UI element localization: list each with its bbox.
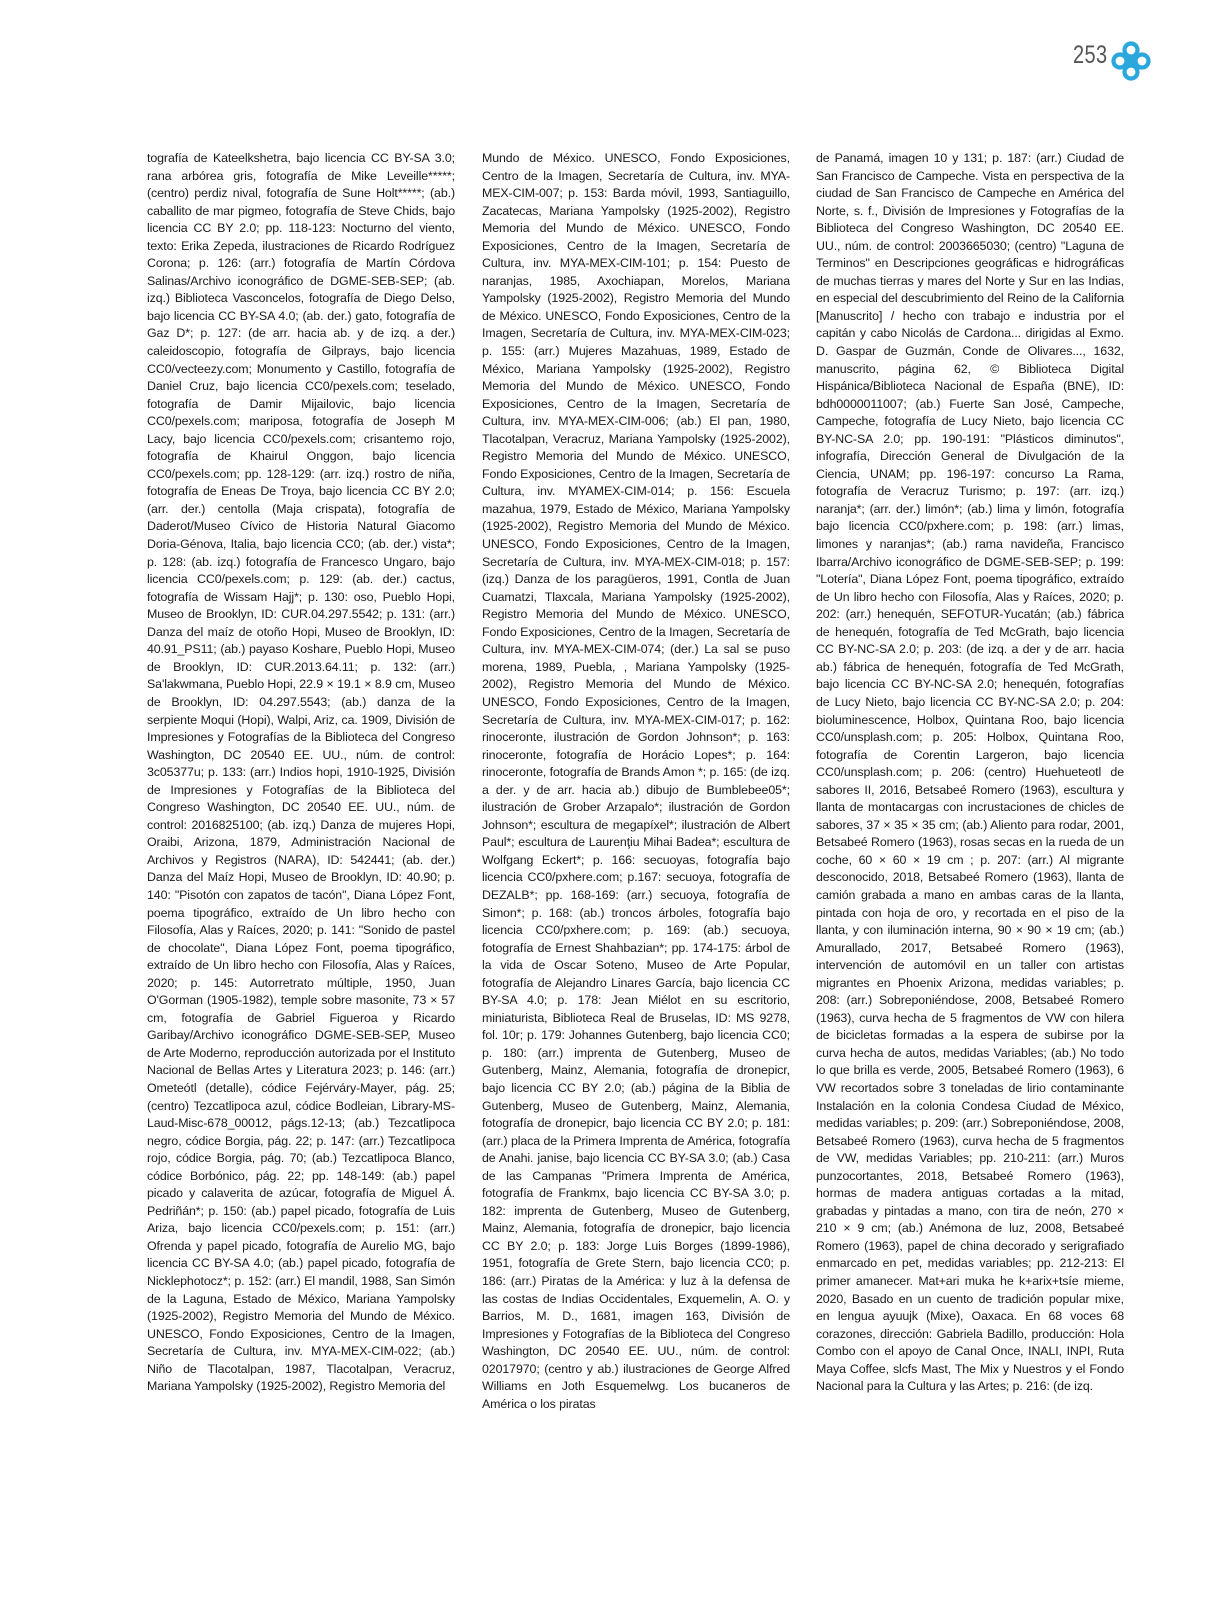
page-number: 253 — [1073, 41, 1108, 69]
credits-text-3: de Panamá, imagen 10 y 131; p. 187: (arr.) Ciudad de San Francisco de Campeche. Vista en perspectiva de la ciudad de San Francisco de Campeche en América del Norte, s. f., División de Impresiones y Fotografías de la Biblioteca del Congreso Washington, DC 20540 EE. UU., núm. de control: 2003665030; (centro) "Laguna de Terminos" en Descripciones geográficas e hidrográficas de muchas tierras y mares del Norte y Sur en las Indias, en especial del descubrimiento del Reino de la California [Manuscrito] / hecho con trabajo e industria por el capitán y cabo Nicolás de Cardona... dirigidas al Exmo. D. Gaspar de Guzmán, Conde de Olivares..., 1632, manuscrito, página 62, © Biblioteca Digital Hispánica/Biblioteca Nacional de España (BNE), ID: bdh0000011007; (ab.) Fuerte San José, Campeche, Campeche, fotografía de Lucy Nieto, bajo licencia CC BY-NC-SA 2.0; pp. 190-191: "Plásticos diminutos", infografía, Dirección General de Divulgación de la Ciencia, UNAM; pp. 196-197: concurso La Rama, fotografía de Veracruz Turismo; p. 197: (arr. izq.) naranja*; (arr. der.) limón*; (ab.) lima y limón, fotografía bajo licencia CC0/pxhere.com; p. 198: (arr.) limas, limones y naranjas*; (ab.) rama navideña, Francisco Ibarra/Archivo iconográfico de DGME-SEB-SEP; p. 199: "Lotería", Diana López Font, poema tipográfico, extraído de Un libro hecho con Filosofía, Alas y Raíces, 2020; p. 202: (arr.) henequén, SEFOTUR-Yucatán; (ab.) fábrica de henequén, fotografía de Ted McGrath, bajo licencia CC BY-NC-SA 2.0; p. 203: (de izq. a der y de arr. hacia ab.) fábrica de henequén, fotografía de Ted McGrath, bajo licencia CC BY-NC-SA 2.0; henequén, fotografías de Lucy Nieto, bajo licencia CC BY-NC-SA 2.0; p. 204: bioluminescence, Holbox, Quintana Roo, bajo licencia CC0/unsplash.com; p. 205: Holbox, Quintana Roo, fotografía de Corentin Largeron, bajo licencia CC0/unsplash.com; p. 206: (centro) Huehueteotl de sabores II, 2016, Betsabeé Romero (1963), escultura y llanta de montacargas con incrustaciones de chicles de sabores, 37 × 35 × 35 cm; (ab.) Aliento para rodar, 2001, Betsabeé Romero (1963), rosas secas en la rueda de un coche, 60 × 60 × 19 cm ; p. 207: (arr.) Al migrante desconocido, 2018, Betsabeé Romero (1963), llanta de camión grabada a mano en ambas caras de la llanta, pintada con hoja de oro, y recortada en el piso de la llanta, y con iluminación interna, 90 × 90 × 19 cm; (ab.) Amurallado, 2017, Betsabeé Romero (1963), intervención de automóvil en un taller con artistas migrantes en Phoenix Arizona, medidas variables; p. 208: (arr.) Sobreponiéndose, 2008, Betsabeé Romero (1963), curva hecha de 5 fragmentos de VW con hilera de bicicletas formadas a la espera de subirse por la curva hecha de autos, medidas Variables; (ab.) No todo lo que brilla es verde, 2005, Betsabeé Romero (1963), 6 VW recortados sobre 3 toneladas de lirio contaminante Instalación en la colonia Condesa Ciudad de México, medidas variables; p. 209: (arr.) Sobreponiéndose, 2008, Betsabeé Romero (1963), curva hecha de 5 fragmentos de VW, medidas Variables; pp. 210-211: (arr.) Muros punzocortantes, 2018, Betsabeé Romero (1963), hormas de madera antiguas cortadas a la mitad, grabadas y pintadas a mano, con tira de neón, 270 × 210 × 9 cm; (ab.) Anémona de luz, 2008, Betsabeé Romero (1963), papel de china decorado y serigrafiado enmarcado en pet, medidas variables; pp. 212-213: El primer amanecer. Mat+ari muka he k+arix+tsíe mieme, 2020, Basado en un cuento de tradición popular mixe, en lengua ayuujk (Mixe), Oaxaca. En 68 voces 68 corazones, dirección: Gabriela Badillo, producción: Hola Combo con el apoyo de Canal Once, INALI, INPI, Ruta Maya Coffee, slcfs Mast, The Mix y Nuestros y el Fondo Nacional para la Cultura y las Artes; p. 216: (de izq. — [816, 151, 1124, 1394]
credits-text-2: Mundo de México. UNESCO, Fondo Exposiciones, Centro de la Imagen, Secretaría de Cultura, inv. MYA-MEX-CIM-007; p. 153: Barda móvil, 1993, Santiaguillo, Zacatecas, Mariana Yampolsky (1925-2002), Registro Memoria del Mundo de México. UNESCO, Fondo Exposiciones, Centro de la Imagen, Secretaría de Cultura, inv. MYA-MEX-CIM-101; p. 154: Puesto de naranjas, 1985, Axochiapan, Morelos, Mariana Yampolsky (1925-2002), Registro Memoria del Mundo de México. UNESCO, Fondo Exposiciones, Centro de la Imagen, Secretaría de Cultura, inv. MYA-MEX-CIM-023; p. 155: (arr.) Mujeres Mazahuas, 1989, Estado de México, Mariana Yampolsky (1925-2002), Registro Memoria del Mundo de México. UNESCO, Fondo Exposiciones, Centro de la Imagen, Secretaría de Cultura, inv. MYA-MEX-CIM-006; (ab.) El pan, 1980, Tlacotalpan, Veracruz, Mariana Yampolsky (1925-2002), Registro Memoria del Mundo de México. UNESCO, Fondo Exposiciones, Centro de la Imagen, Secretaría de Cultura, inv. MYAMEX-CIM-014; p. 156: Escuela mazahua, 1979, Estado de México, Mariana Yampolsky (1925-2002), Registro Memoria del Mundo de México. UNESCO, Fondo Exposiciones, Centro de la Imagen, Secretaría de Cultura, inv. MYA-MEX-CIM-018; p. 157: (izq.) Danza de los paragüeros, 1991, Contla de Juan Cuamatzi, Tlaxcala, Mariana Yampolsky (1925-2002), Registro Memoria del Mundo de México. UNESCO, Fondo Exposiciones, Centro de la Imagen, Secretaría de Cultura, inv. MYA-MEX-CIM-074; (der.) La sal se puso morena, 1989, Puebla, , Mariana Yampolsky (1925-2002), Registro Memoria del Mundo de México. UNESCO, Fondo Exposiciones, Centro de la Imagen, Secretaría de Cultura, inv. MYA-MEX-CIM-017; p. 162: rinoceronte, ilustración de Gordon Johnson*; p. 163: rinoceronte, fotografía de Horácio Lopes*; p. 164: rinoceronte, fotografía de Brands Amon *; p. 165: (de izq. a der. y de arr. hacia ab.) dibujo de Bumblebee05*; ilustración de Grober Arzapalo*; ilustración de Gordon Johnson*; escultura de megapíxel*; ilustración de Albert Paul*; escultura de Laurenţiu Mihai Badea*; escultura de Wolfgang Eckert*; p. 166: secuoyas, fotografía bajo licencia CC0/pxhere.com; p.167: secuoya, fotografía de DEZALB*; pp. 168-169: (arr.) secuoya, fotografía de Simon*; p. 168: (ab.) troncos árboles, fotografía bajo licencia CC0/pxhere.com; p. 169: (ab.) secuoya, fotografía de Ernest Shahbazian*; pp. 174-175: árbol de la vida de Oscar Soteno, Museo de Arte Popular, fotografía de Alejandro Linares García, bajo licencia CC BY-SA 4.0; p. 178: Jean Miélot en su escritorio, miniaturista, Biblioteca Real de Bruselas, ID: MS 9278, fol. 10r; p. 179: Johannes Gutenberg, bajo licencia CC0; p. 180: (arr.) imprenta de Gutenberg, Museo de Gutenberg, Mainz, Alemania, fotografía de dronepicr, bajo licencia CC BY 2.0; (ab.) página de la Biblia de Gutenberg, Museo de Gutenberg, Mainz, Alemania, fotografía de dronepicr, bajo licencia CC BY 2.0; p. 181: (arr.) placa de la Primera Imprenta de América, fotografía de Anahi. janise, bajo licencia CC BY-SA 3.0; (ab.) Casa de las Campanas "Primera Imprenta de América, fotografía de Frankmx, bajo licencia CC BY-SA 3.0; p. 182: imprenta de Gutenberg, Museo de Gutenberg, Mainz, Alemania, fotografía de dronepicr, bajo licencia CC BY 2.0; p. 183: Jorge Luis Borges (1899-1986), 1951, fotografía de Grete Stern, bajo licencia CC0; p. 186: (arr.) Piratas de la América: y luz à la defensa de las costas de Indias Occidentales, Exquemelin, A. O. y Barrios, M. D., 1681, imagen 163, División de Impresiones y Fotografías de la Biblioteca del Congreso Washington, DC 20540 EE. UU., núm. de control: 02017970; (centro y ab.) ilustraciones de George Alfred Williams en Joth Esquemelwg. Los bucaneros de América o los piratas — [482, 151, 790, 1411]
credits-column-2 — [482, 150, 790, 1413]
credits-columns — [0, 150, 1214, 1500]
quatrefoil-knot-icon — [1110, 40, 1152, 82]
credits-column-3 — [816, 150, 1124, 1396]
credits-column-1 — [147, 150, 455, 1396]
credits-text-1: tografía de Kateelkshetra, bajo licencia CC BY-SA 3.0; rana arbórea gris, fotografía de Mike Leveille*****; (centro) perdiz nival, fotografía de Sune Holt*****; (ab.) caballito de mar pigmeo, fotografía de Steve Chids, bajo licencia CC BY 2.0; pp. 118-123: Nocturno del viento, texto: Erika Zepeda, ilustraciones de Ricardo Rodríguez Corona; p. 126: (arr.) fotografía de Martín Córdova Salinas/Archivo iconográfico de DGME-SEB-SEP; (ab. izq.) Biblioteca Vasconcelos, fotografía de Diego Delso, bajo licencia CC BY-SA 4.0; (ab. der.) gato, fotografía de Gaz D*; p. 127: (de arr. hacia ab. y de izq. a der.) caleidoscopio, fotografía de Gilprays, bajo licencia CC0/vecteezy.com; Monumento y Castillo, fotografía de Daniel Cruz, bajo licencia CC0/pexels.com; teselado, fotografía de Damir Mijailovic, bajo licencia CC0/pexels.com; mariposa, fotografía de Joseph M Lacy, bajo licencia CC0/pexels.com; crisantemo rojo, fotografía de Khairul Onggon, bajo licencia CC0/pexels.com; pp. 128-129: (arr. izq.) rostro de niña, fotografía de Eneas De Troya, bajo licencia CC BY 2.0; (arr. der.) centolla (Maja crispata), fotografía de Daderot/Museo Cívico de Historia Natural Giacomo Doria-Génova, Italia, bajo licencia CC0; (ab. der.) vista*; p. 128: (ab. izq.) fotografía de Francesco Ungaro, bajo licencia CC0/pexels.com; p. 129: (ab. der.) cactus, fotografía de Wissam Hajj*; p. 130: oso, Pueblo Hopi, Museo de Brooklyn, ID: CUR.04.297.5542; p. 131: (arr.) Danza del maíz de otoño Hopi, Museo de Brooklyn, ID: 40.91_PS11; (ab.) payaso Koshare, Pueblo Hopi, Museo de Brooklyn, ID: CUR.2013.64.11; p. 132: (arr.) Sa'lakwmana, Pueblo Hopi, 22.9 × 19.1 × 8.9 cm, Museo de Brooklyn, ID: 04.297.5543; (ab.) danza de la serpiente Moqui (Hopi), Walpi, Ariz, ca. 1909, División de Impresiones y Fotografías de la Biblioteca del Congreso Washington, DC 20540 EE. UU., núm. de control: 3c05377u; p. 133: (arr.) Indios hopi, 1910-1925, División de Impresiones y Fotografías de la Biblioteca del Congreso Washington, DC 20540 EE. UU., núm. de control: 2016825100; (ab. izq.) Danza de mujeres Hopi, Oraibi, Arizona, 1879, Administración Nacional de Archivos y Registros (NARA), ID: 542441; (ab. der.) Danza del Maíz Hopi, Museo de Brooklyn, ID: 40.90; p. 140: "Pisotón con zapatos de tacón", Diana López Font, poema tipográfico, extraído de Un libro hecho con Filosofía, Alas y Raíces, 2020; p. 141: "Sonido de pastel de chocolate", Diana López Font, poema tipográfico, extraído de Un libro hecho con Filosofía, Alas y Raíces, 2020; p. 145: Autorretrato múltiple, 1950, Juan O'Gorman (1905-1982), temple sobre masonite, 73 × 57 cm, fotografía de Gabriel Figueroa y Ricardo Garibay/Archivo iconográfico DGME-SEB-SEP, Museo de Arte Moderno, reproducción autorizada por el Instituto Nacional de Bellas Artes y Literatura 2023; p. 146: (arr.) Ometeótl (detalle), códice Fejérváry-Mayer, pág. 25; (centro) Tezcatlipoca azul, códice Bodleian, Library-MS-Laud-Misc-678_00012, págs.12-13; (ab.) Tezcatlipoca negro, códice Borgia, pág. 22; p. 147: (arr.) Tezcatlipoca rojo, códice Borgia, pág. 70; (ab.) Tezcatlipoca Blanco, códice Borbónico, pág. 22; pp. 148-149: (ab.) papel picado y calaverita de azúcar, fotografía de Miguel Á. Pedriñán*; p. 150: (ab.) papel picado, fotografía de Luis Ariza, bajo licencia CC0/pexels.com; p. 151: (arr.) Ofrenda y papel picado, fotografía de Aurelio MG, bajo licencia CC BY-SA 4.0; (ab.) papel picado, fotografía de Nicklephotocz*; p. 152: (arr.) El mandil, 1988, San Simón de la Laguna, Estado de México, Mariana Yampolsky (1925-2002), Registro Memoria del Mundo de México. UNESCO, Fondo Exposiciones, Centro de la Imagen, Secretaría de Cultura, inv. MYA-MEX-CIM-022; (ab.) Niño de Tlacotalpan, 1987, Tlacotalpan, Veracruz, Mariana Yampolsky (1925-2002), Registro Memoria del — [147, 151, 455, 1394]
